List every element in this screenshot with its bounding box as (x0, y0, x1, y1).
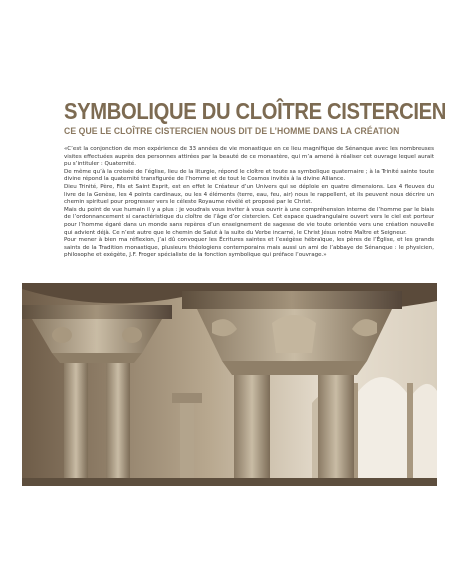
paragraph: Mais du point de vue humain il y a plus : je voudrais vous inviter à vous ouvrir à une compréhension interne de l’homme par le biais de l’ordonnancement si caractéristique du cloître de l’âge d’or cistercien. Cet espace quadrangulaire ouvert vers le ciel est porteur pour l’homme égaré dans un monde sans repères d’un enseignement de sagesse de vie toute orientée vers une création nouvelle qui advient déjà. Ce n’est autre que le chemin de Salut à la suite du Verbe incarné, le Christ Jésus notre Maître et Seigneur. (64, 206, 434, 236)
cloister-capitals-photo (22, 283, 437, 486)
paragraph: Dieu Trinité, Père, Fils et Saint Esprit, est en effet le Créateur d’un Univers qui se déploie en quatre dimensions. Les 4 fleuves du livre de la Genèse, les 4 points cardinaux, ou les 4 éléments (terre, eau, feu, air) nous le rappellent, et ils peuvent nous décrire un chemin spirituel pour progresser vers le céleste Royaume révélé et proposé par le Christ. (64, 183, 434, 206)
page-title: SYMBOLIQUE DU CLOÎTRE CISTERCIEN (64, 98, 446, 124)
paragraph: Pour mener à bien ma réflexion, j’ai dû convoquer les Écritures saintes et l’exégèse hébraïque, les pères de l’Église, et les grands saints de la Tradition monastique, plusieurs théologiens contemporains mais aussi un ami de l’abbaye de Sénanque : le physicien, philosophe et exégète, J.F. Froger spécialiste de la fonction symbolique qui préface l’ouvrage.» (64, 237, 434, 259)
body-text (64, 146, 434, 260)
paragraph: «C’est la conjonction de mon expérience de 33 années de vie monastique en ce lieu magnifique de Sénanque avec les nombreuses visites effectuées auprès des personnes attirées par la beauté de ce monastère, qui m’a amené à réaliser cet ouvrage lequel aurait pu s’intituler : Quaternité. (64, 146, 434, 168)
paragraph: De même qu’à la croisée de l’église, lieu de la liturgie, répond le cloître et toute sa symbolique quaternaire ; à la Trinité sainte toute divine répond la quaternité transfigurée de l’homme et de tout le Cosmos invités à la divine Alliance. (64, 168, 434, 183)
cloister-photo-illustration (22, 283, 437, 486)
page-subtitle: CE QUE LE CLOÎTRE CISTERCIEN NOUS DIT DE L’HOMME DANS LA CRÉATION (64, 126, 400, 137)
